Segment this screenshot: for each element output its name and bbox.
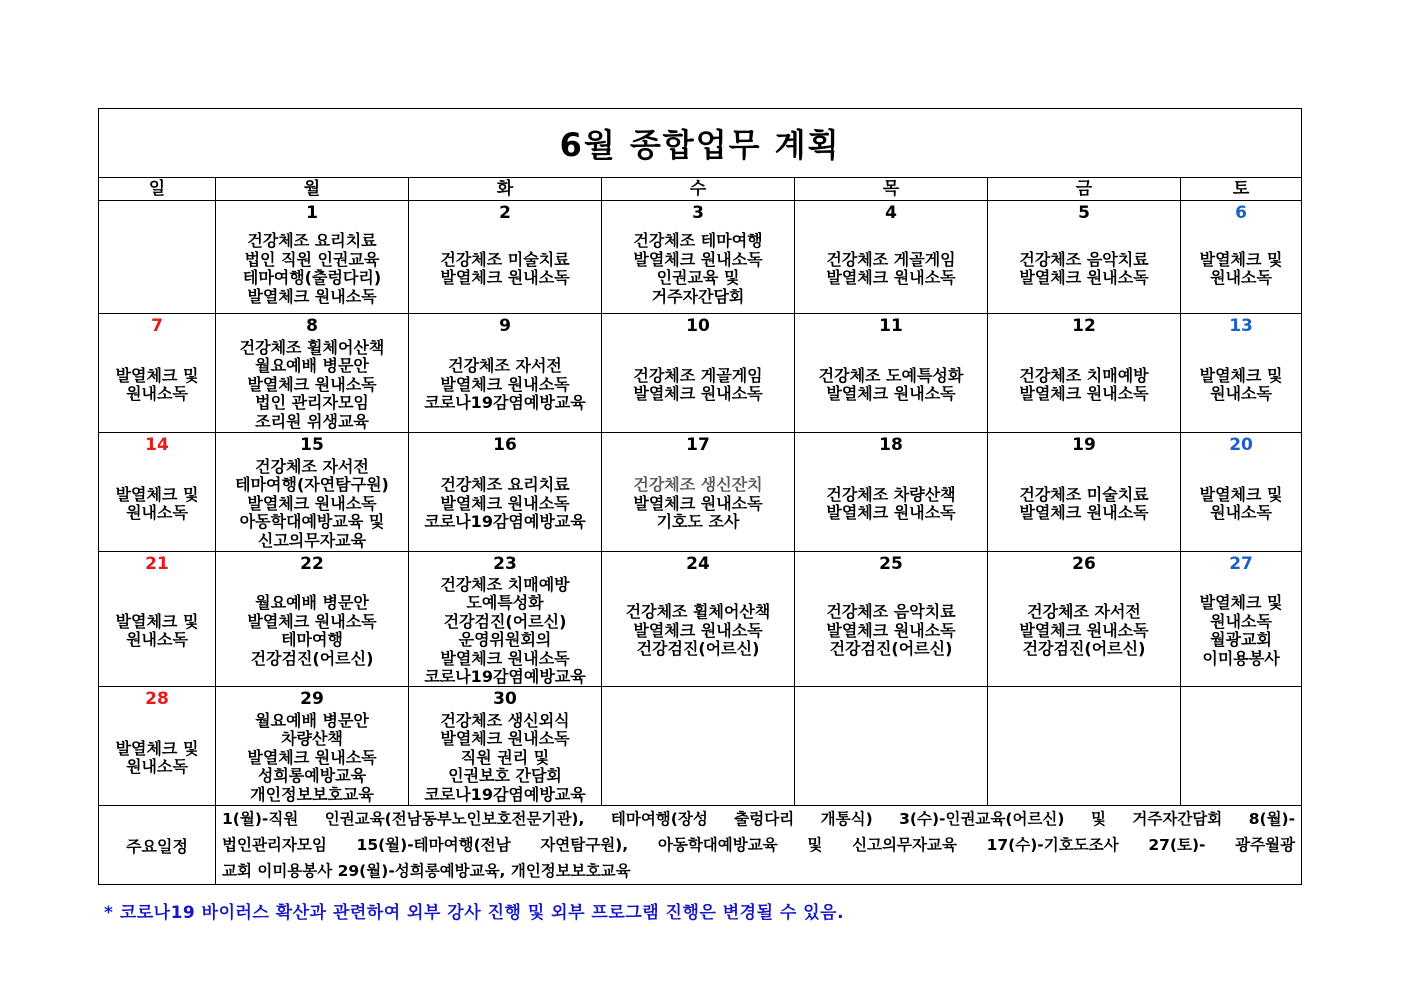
schedule-item: 건강체조 게골게임 bbox=[633, 365, 763, 385]
schedule-item: 발열체크 원내소독 bbox=[826, 503, 956, 522]
schedule-item: 인권교육 및 bbox=[656, 268, 740, 287]
day-number: 14 bbox=[145, 435, 169, 455]
day-schedule bbox=[602, 338, 794, 432]
schedule-item: 원내소독 bbox=[126, 503, 188, 522]
schedule-item: 발열체크 원내소독 bbox=[440, 268, 570, 287]
schedule-item: 원내소독 bbox=[1210, 384, 1272, 403]
weekday-header: 수 bbox=[602, 178, 795, 201]
calendar-day-cell bbox=[1181, 314, 1302, 433]
schedule-item: 인권보호 간담회 bbox=[448, 766, 562, 786]
schedule-item: 기호도 조사 bbox=[656, 512, 740, 532]
schedule-item: 발열체크 원내소독 bbox=[633, 620, 763, 640]
day-schedule bbox=[99, 711, 215, 805]
calendar-day-cell bbox=[602, 433, 795, 552]
calendar-day-cell bbox=[1181, 201, 1302, 314]
day-number: 22 bbox=[300, 554, 324, 574]
calendar-day-cell bbox=[409, 552, 602, 687]
day-number: 4 bbox=[885, 203, 897, 223]
page-title: 6월 종합업무 계획 bbox=[99, 109, 1302, 178]
calendar-week-row bbox=[99, 433, 1302, 552]
schedule-item: 발열체크 원내소독 bbox=[440, 648, 570, 668]
notes-line: 교회 이미용봉사 29(월)-성희롱예방교육, 개인정보보호교육 bbox=[222, 862, 631, 880]
day-schedule bbox=[602, 457, 794, 551]
footnote: * 코로나19 바이러스 확산과 관련하여 외부 강사 진행 및 외부 프로그램 진행은 변경될 수 있음. bbox=[104, 903, 845, 923]
schedule-item: 차량산책 bbox=[281, 729, 343, 749]
schedule-item: 건강검진(어르신) bbox=[443, 611, 567, 631]
calendar-day-cell bbox=[409, 201, 602, 314]
day-schedule bbox=[409, 338, 601, 432]
day-schedule bbox=[99, 457, 215, 551]
weekday-header: 월 bbox=[216, 178, 409, 201]
schedule-item: 성희롱예방교육 bbox=[257, 766, 367, 786]
schedule-item: 건강체조 음악치료 bbox=[1019, 249, 1149, 269]
day-schedule bbox=[1181, 711, 1301, 805]
weekday-header: 목 bbox=[795, 178, 988, 201]
schedule-item: 테마여행 bbox=[281, 630, 343, 649]
schedule-item: 월요예배 병문안 bbox=[255, 593, 369, 612]
day-schedule bbox=[216, 711, 408, 805]
schedule-item: 발열체크 및 bbox=[115, 738, 199, 758]
schedule-item: 건강체조 도예특성화 bbox=[818, 365, 964, 385]
calendar-day-cell bbox=[795, 687, 988, 806]
day-schedule bbox=[795, 711, 987, 805]
day-number bbox=[1181, 687, 1301, 711]
schedule-item: 건강체조 치매예방 bbox=[440, 574, 570, 594]
calendar-day-cell bbox=[602, 201, 795, 314]
schedule-item: 건강체조 자서전 bbox=[255, 456, 369, 476]
calendar-day-cell bbox=[988, 201, 1181, 314]
schedule-item: 발열체크 원내소독 bbox=[1019, 620, 1149, 640]
schedule-item: 발열체크 원내소독 bbox=[826, 268, 956, 287]
day-schedule bbox=[99, 576, 215, 686]
schedule-item: 코로나19감염예방교육 bbox=[424, 512, 586, 532]
calendar-day-cell bbox=[216, 687, 409, 806]
day-number bbox=[602, 687, 794, 711]
notes-label: 주요일정 bbox=[99, 806, 216, 885]
schedule-item: 발열체크 및 bbox=[115, 365, 199, 385]
schedule-item: 운영위원회의 bbox=[458, 630, 552, 649]
day-number: 19 bbox=[1072, 435, 1096, 455]
weekday-header: 화 bbox=[409, 178, 602, 201]
day-schedule bbox=[99, 225, 215, 313]
schedule-item: 건강체조 자서전 bbox=[448, 356, 562, 376]
schedule-item: 발열체크 원내소독 bbox=[440, 729, 570, 749]
schedule-item: 건강검진(어르신) bbox=[1022, 639, 1146, 659]
day-number: 2 bbox=[499, 203, 511, 223]
schedule-item: 개인정보보호교육 bbox=[250, 784, 374, 804]
day-number: 7 bbox=[151, 316, 163, 336]
schedule-item: 발열체크 및 bbox=[1199, 593, 1283, 612]
schedule-item: 건강검진(어르신) bbox=[636, 639, 760, 659]
calendar-day-cell bbox=[1181, 687, 1302, 806]
day-schedule bbox=[99, 338, 215, 432]
calendar-day-cell bbox=[99, 201, 216, 314]
day-schedule bbox=[795, 576, 987, 686]
day-schedule bbox=[409, 225, 601, 313]
day-number: 9 bbox=[499, 316, 511, 336]
schedule-item: 건강체조 휠체어산책 bbox=[239, 337, 385, 357]
calendar-day-cell bbox=[795, 314, 988, 433]
weekday-header: 토 bbox=[1181, 178, 1302, 201]
schedule-item: 원내소독 bbox=[1210, 503, 1272, 522]
day-schedule bbox=[409, 457, 601, 551]
schedule-item: 발열체크 원내소독 bbox=[826, 384, 956, 403]
calendar-day-cell bbox=[988, 314, 1181, 433]
day-number: 24 bbox=[686, 554, 710, 574]
calendar-day-cell bbox=[988, 552, 1181, 687]
schedule-item: 발열체크 원내소독 bbox=[1019, 384, 1149, 403]
day-schedule bbox=[216, 457, 408, 551]
schedule-item: 건강체조 요리치료 bbox=[440, 475, 570, 495]
day-number: 23 bbox=[493, 554, 517, 574]
schedule-item: 법인 직원 인권교육 bbox=[244, 249, 380, 269]
calendar-day-cell bbox=[216, 314, 409, 433]
day-number: 29 bbox=[300, 689, 324, 709]
day-schedule bbox=[795, 338, 987, 432]
calendar-day-cell bbox=[795, 433, 988, 552]
day-schedule bbox=[988, 576, 1180, 686]
day-schedule bbox=[1181, 225, 1301, 313]
day-number: 10 bbox=[686, 316, 710, 336]
day-schedule bbox=[216, 576, 408, 686]
day-number: 21 bbox=[145, 554, 169, 574]
calendar-week-row bbox=[99, 201, 1302, 314]
calendar-day-cell bbox=[795, 552, 988, 687]
day-schedule bbox=[988, 457, 1180, 551]
calendar-day-cell bbox=[99, 687, 216, 806]
schedule-item: 발열체크 원내소독 bbox=[440, 493, 570, 513]
day-number: 15 bbox=[300, 435, 324, 455]
day-schedule bbox=[409, 576, 601, 686]
day-number: 3 bbox=[692, 203, 704, 223]
monthly-plan-table bbox=[98, 108, 1302, 885]
day-schedule bbox=[988, 711, 1180, 805]
calendar-day-cell bbox=[216, 433, 409, 552]
schedule-item: 건강체조 요리치료 bbox=[247, 231, 377, 250]
day-number: 18 bbox=[879, 435, 903, 455]
schedule-item: 원내소독 bbox=[126, 384, 188, 403]
schedule-item: 발열체크 원내소독 bbox=[1019, 268, 1149, 287]
day-schedule bbox=[1181, 457, 1301, 551]
schedule-item: 원내소독 bbox=[1210, 268, 1272, 287]
day-schedule bbox=[602, 225, 794, 313]
schedule-item: 발열체크 원내소독 bbox=[247, 286, 377, 306]
day-number: 25 bbox=[879, 554, 903, 574]
notes-line: 1(월)-직원 인권교육(전남동부노인보호전문기관), 테마여행(장성 출렁다리 개통식) 3(수)-인권교육(어르신) 및 거주자간담회 8(월)- bbox=[222, 810, 1296, 828]
day-schedule bbox=[988, 338, 1180, 432]
day-number: 11 bbox=[879, 316, 903, 336]
calendar-day-cell bbox=[216, 201, 409, 314]
day-number: 8 bbox=[306, 316, 318, 336]
calendar-day-cell bbox=[1181, 552, 1302, 687]
day-number: 13 bbox=[1229, 316, 1253, 336]
schedule-item: 건강체조 자서전 bbox=[1027, 602, 1141, 622]
day-number: 5 bbox=[1078, 203, 1090, 223]
day-schedule bbox=[1181, 338, 1301, 432]
calendar-week-row bbox=[99, 314, 1302, 433]
day-number: 20 bbox=[1229, 435, 1253, 455]
weekday-header: 일 bbox=[99, 178, 216, 201]
schedule-item: 발열체크 원내소독 bbox=[826, 620, 956, 640]
day-schedule bbox=[602, 711, 794, 805]
schedule-item: 발열체크 및 bbox=[1199, 365, 1283, 385]
schedule-item: 테마여행(자연탐구원) bbox=[235, 475, 389, 495]
calendar-day-cell bbox=[988, 687, 1181, 806]
day-number: 28 bbox=[145, 689, 169, 709]
schedule-item: 발열체크 및 bbox=[115, 611, 199, 631]
schedule-item: 발열체크 원내소독 bbox=[247, 493, 377, 513]
weekday-header-row bbox=[99, 178, 1302, 201]
day-schedule bbox=[216, 338, 408, 432]
day-schedule bbox=[216, 225, 408, 313]
schedule-item: 발열체크 원내소독 bbox=[247, 611, 377, 631]
schedule-item: 발열체크 원내소독 bbox=[247, 374, 377, 394]
schedule-item: 도예특성화 bbox=[466, 593, 544, 612]
schedule-item: 발열체크 원내소독 bbox=[247, 747, 377, 767]
schedule-item: 코로나19감염예방교육 bbox=[424, 393, 586, 413]
calendar-day-cell bbox=[409, 314, 602, 433]
schedule-item: 월요예배 병문안 bbox=[255, 710, 369, 730]
schedule-item: 건강검진(어르신) bbox=[250, 648, 374, 668]
schedule-item: 월광교회 bbox=[1210, 630, 1272, 649]
schedule-item: 건강체조 음악치료 bbox=[826, 602, 956, 622]
day-number: 26 bbox=[1072, 554, 1096, 574]
schedule-item: 코로나19감염예방교육 bbox=[424, 784, 586, 804]
schedule-item: 발열체크 및 bbox=[115, 484, 199, 504]
day-number bbox=[99, 201, 215, 225]
day-schedule bbox=[409, 711, 601, 805]
schedule-item: 건강체조 생신잔치 bbox=[633, 475, 763, 495]
calendar-day-cell bbox=[99, 314, 216, 433]
schedule-item: 월요예배 병문안 bbox=[255, 356, 369, 376]
schedule-item: 거주자간담회 bbox=[651, 286, 745, 306]
schedule-item: 발열체크 원내소독 bbox=[440, 374, 570, 394]
schedule-item: 신고의무자교육 bbox=[257, 530, 367, 550]
day-schedule bbox=[1181, 576, 1301, 686]
day-number: 16 bbox=[493, 435, 517, 455]
schedule-item: 직원 권리 및 bbox=[460, 747, 550, 767]
schedule-item: 법인 관리자모임 bbox=[255, 393, 369, 413]
schedule-item: 건강체조 테마여행 bbox=[633, 231, 763, 250]
schedule-item: 코로나19감염예방교육 bbox=[424, 667, 586, 686]
calendar-day-cell bbox=[988, 433, 1181, 552]
day-number: 27 bbox=[1229, 554, 1253, 574]
schedule-item: 건강체조 생신외식 bbox=[440, 710, 570, 730]
day-schedule bbox=[988, 225, 1180, 313]
schedule-item: 건강검진(어르신) bbox=[829, 639, 953, 659]
schedule-item: 발열체크 및 bbox=[1199, 484, 1283, 504]
schedule-item: 테마여행(출렁다리) bbox=[242, 268, 382, 287]
day-number: 12 bbox=[1072, 316, 1096, 336]
day-schedule bbox=[795, 225, 987, 313]
notes-text bbox=[216, 806, 1302, 885]
calendar-day-cell bbox=[795, 201, 988, 314]
schedule-item: 아동학대예방교육 및 bbox=[239, 512, 385, 532]
schedule-item: 건강체조 게골게임 bbox=[826, 249, 956, 269]
schedule-item: 발열체크 원내소독 bbox=[633, 493, 763, 513]
day-number: 17 bbox=[686, 435, 710, 455]
day-schedule bbox=[795, 457, 987, 551]
schedule-item: 원내소독 bbox=[126, 630, 188, 649]
day-number bbox=[988, 687, 1180, 711]
notes-row bbox=[99, 806, 1302, 885]
calendar-day-cell bbox=[1181, 433, 1302, 552]
schedule-item: 건강체조 휠체어산책 bbox=[625, 602, 771, 622]
day-number: 30 bbox=[493, 689, 517, 709]
weekday-header: 금 bbox=[988, 178, 1181, 201]
schedule-item: 건강체조 치매예방 bbox=[1019, 365, 1149, 385]
day-schedule bbox=[602, 576, 794, 686]
calendar-day-cell bbox=[216, 552, 409, 687]
schedule-item: 원내소독 bbox=[126, 757, 188, 776]
schedule-item: 이미용봉사 bbox=[1202, 648, 1280, 668]
calendar-day-cell bbox=[99, 552, 216, 687]
day-number: 6 bbox=[1235, 203, 1247, 223]
notes-line: 법인관리자모임 15(월)-테마여행(전남 자연탐구원), 아동학대예방교육 및 신고의무자교육 17(수)-기호도조사 27(토)- 광주월광 bbox=[222, 836, 1296, 854]
calendar-week-row bbox=[99, 552, 1302, 687]
calendar-day-cell bbox=[602, 314, 795, 433]
day-number: 1 bbox=[306, 203, 318, 223]
day-number bbox=[795, 687, 987, 711]
calendar-week-row bbox=[99, 687, 1302, 806]
schedule-item: 건강체조 미술치료 bbox=[440, 249, 570, 269]
schedule-item: 건강체조 차량산책 bbox=[826, 484, 956, 504]
calendar-day-cell bbox=[409, 433, 602, 552]
calendar-day-cell bbox=[99, 433, 216, 552]
schedule-item: 원내소독 bbox=[1210, 611, 1272, 631]
schedule-item: 발열체크 원내소독 bbox=[1019, 503, 1149, 522]
schedule-item: 발열체크 원내소독 bbox=[633, 249, 763, 269]
schedule-item: 발열체크 및 bbox=[1199, 249, 1283, 269]
calendar-day-cell bbox=[602, 552, 795, 687]
schedule-item: 발열체크 원내소독 bbox=[633, 384, 763, 403]
schedule-item: 건강체조 미술치료 bbox=[1019, 484, 1149, 504]
calendar-day-cell bbox=[409, 687, 602, 806]
schedule-item: 조리원 위생교육 bbox=[255, 411, 369, 431]
calendar-day-cell bbox=[602, 687, 795, 806]
